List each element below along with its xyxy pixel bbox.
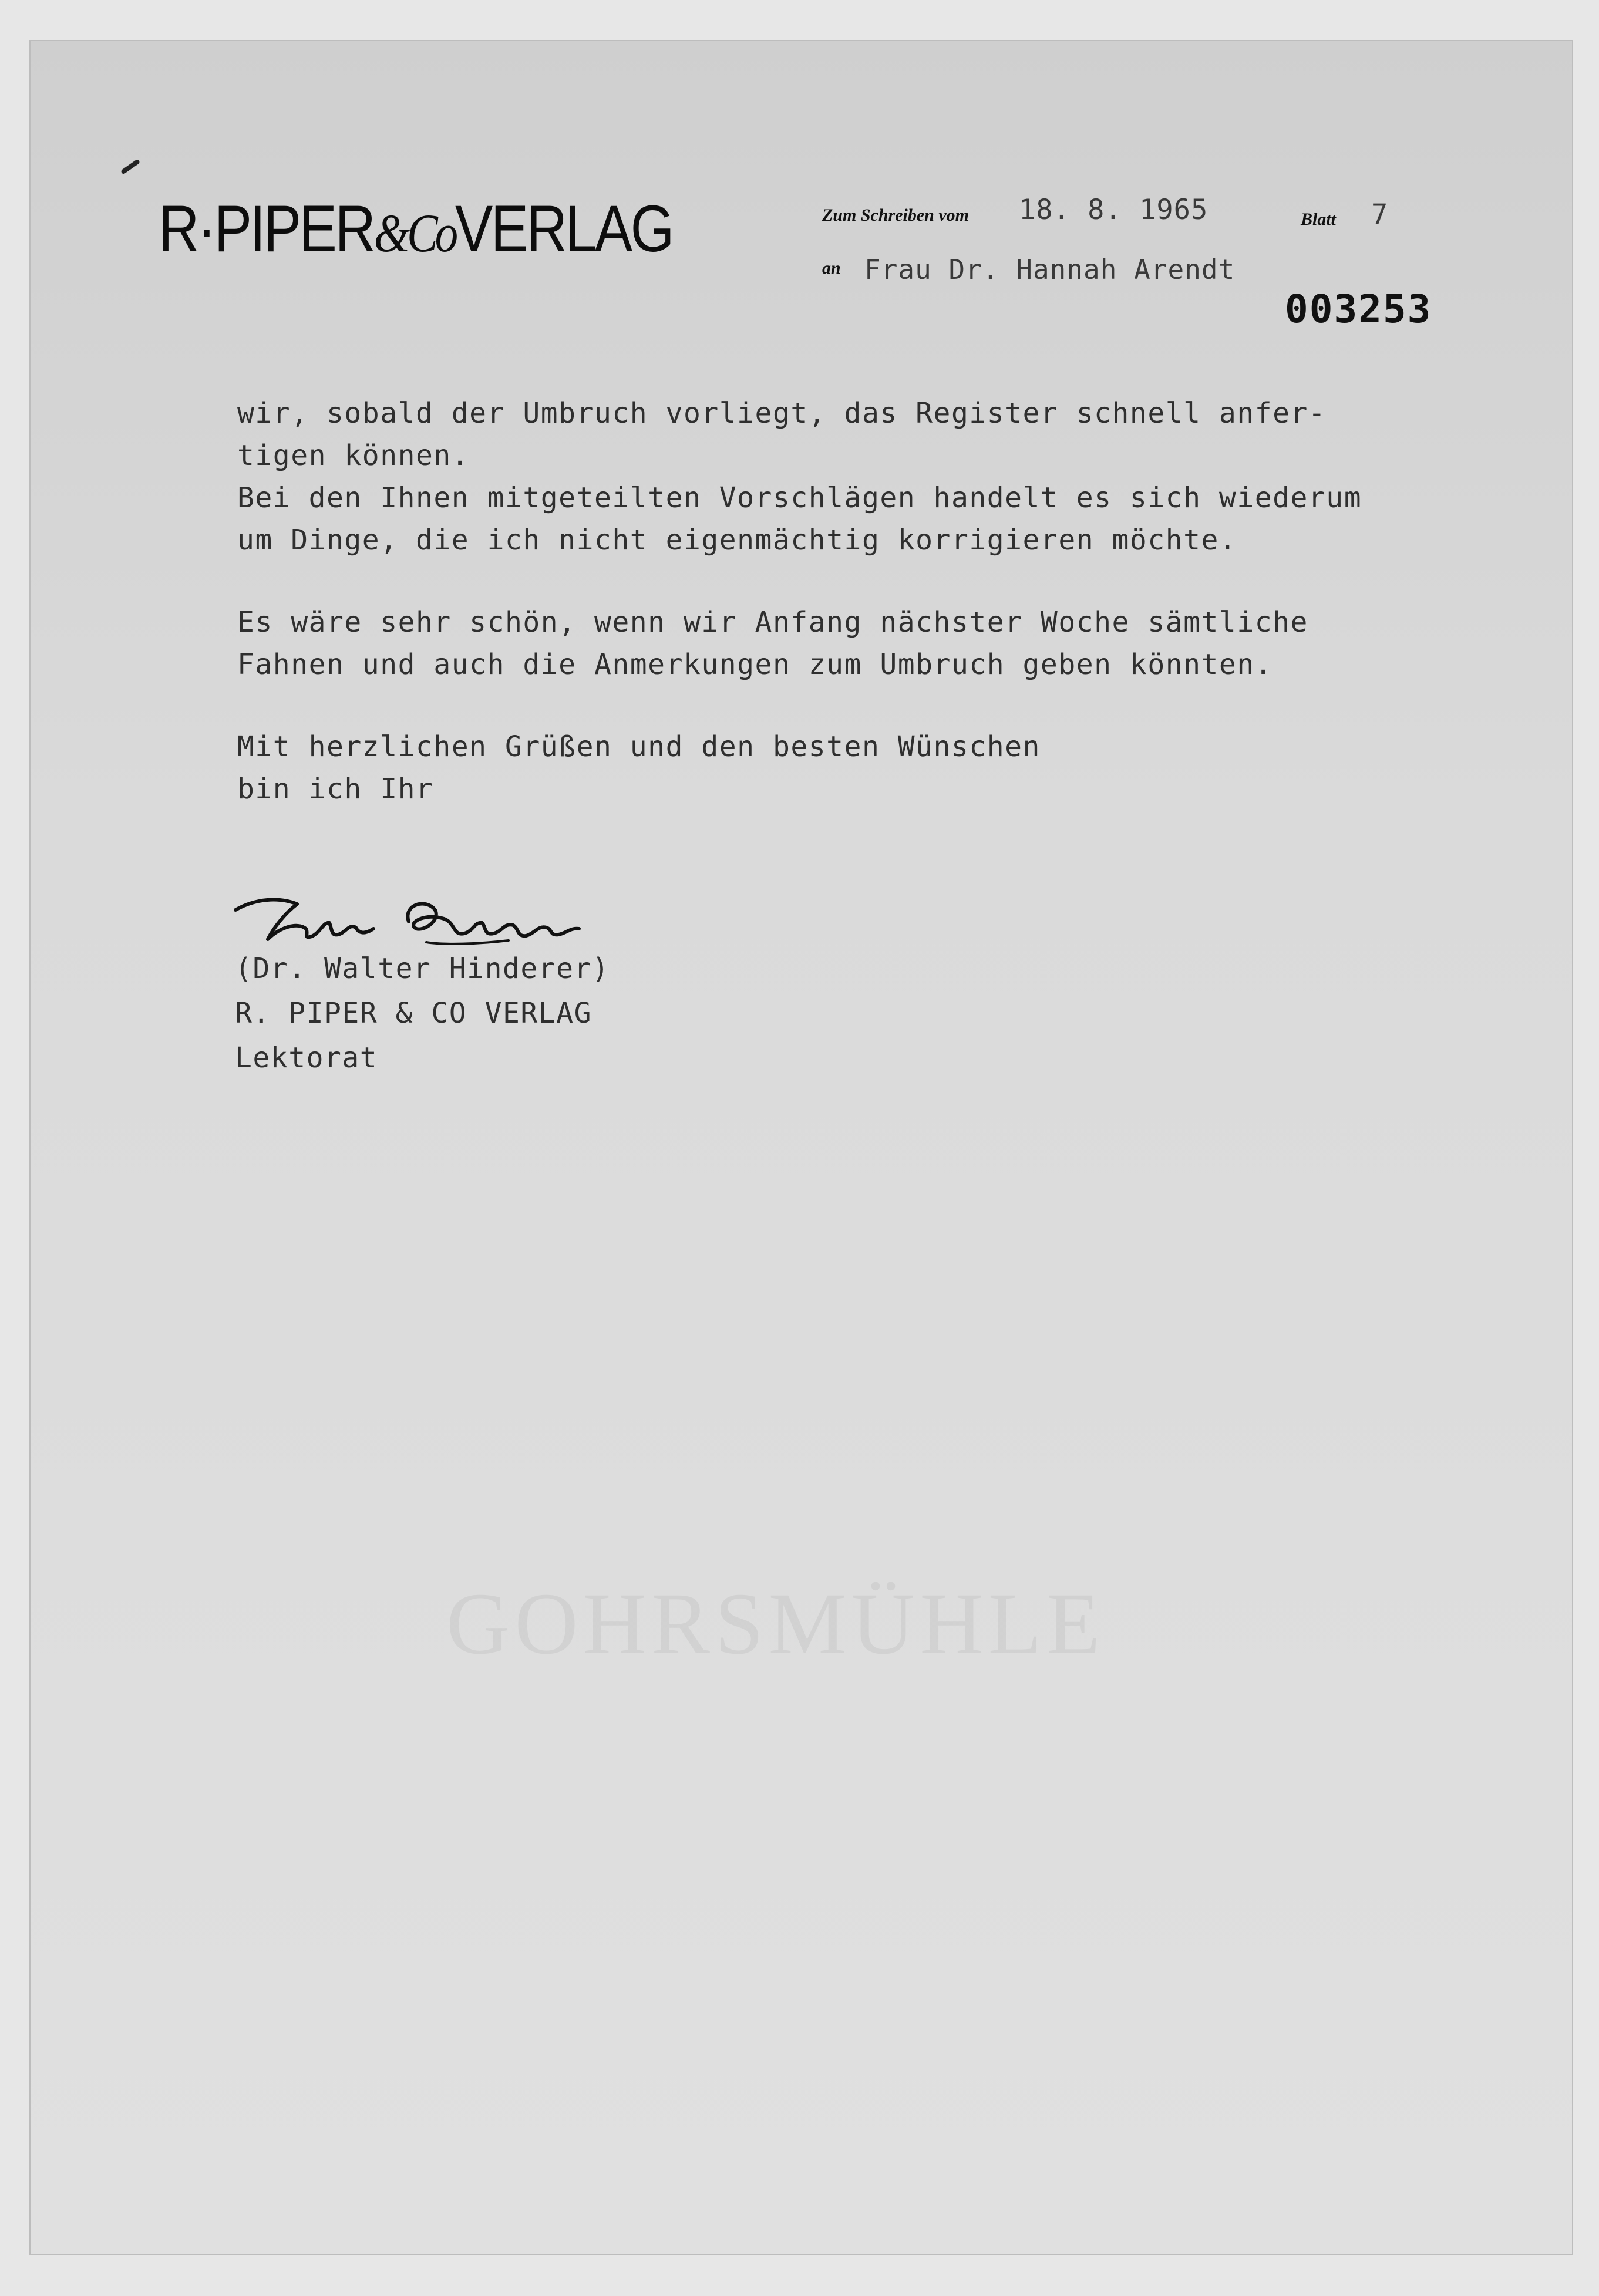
body-line: wir, sobald der Umbruch vorliegt, das Register schnell anfer- [237, 397, 1327, 430]
body-line: um Dinge, die ich nicht eigenmächtig korrigieren möchte. [237, 524, 1237, 557]
logo-ampersand: &Co [373, 203, 456, 263]
letter-sheet [31, 41, 1572, 2254]
ref-label: Zum Schreiben vom [822, 205, 970, 225]
letter-body [237, 392, 1362, 810]
sheet-number: 7 [1371, 198, 1389, 231]
paper-watermark: GOHRSMÜHLE [446, 1575, 1105, 1673]
body-line: Bei den Ihnen mitgeteilten Vorschlägen handelt es sich wiederum [237, 481, 1362, 514]
publisher-logo [159, 191, 672, 267]
logo-part-2: VERLAG [455, 192, 673, 265]
ref-date: 18. 8. 1965 [1019, 194, 1208, 226]
paragraph-gap [237, 561, 1362, 601]
logo-part-1: R·PIPER [159, 192, 374, 265]
signer-department: Lektorat [235, 1041, 378, 1074]
body-line: tigen können. [237, 439, 470, 472]
archive-number: 003253 [1285, 286, 1432, 332]
sheet-label: Blatt [1301, 210, 1337, 229]
paragraph-gap [237, 686, 1362, 726]
closing-line: bin ich Ihr [237, 773, 434, 805]
to-label: an [822, 258, 841, 278]
signer-company: R. PIPER & CO VERLAG [235, 997, 592, 1030]
ink-mark [120, 159, 140, 174]
body-line: Es wäre sehr schön, wenn wir Anfang nächster Woche sämtliche [237, 606, 1308, 639]
body-line: Fahnen und auch die Anmerkungen zum Umbruch geben könnten. [237, 648, 1273, 681]
signature-block [235, 946, 610, 1080]
signer-name: (Dr. Walter Hinderer) [235, 952, 610, 985]
closing-line: Mit herzlichen Grüßen und den besten Wünschen [237, 730, 1041, 763]
recipient-name: Frau Dr. Hannah Arendt [864, 254, 1236, 285]
